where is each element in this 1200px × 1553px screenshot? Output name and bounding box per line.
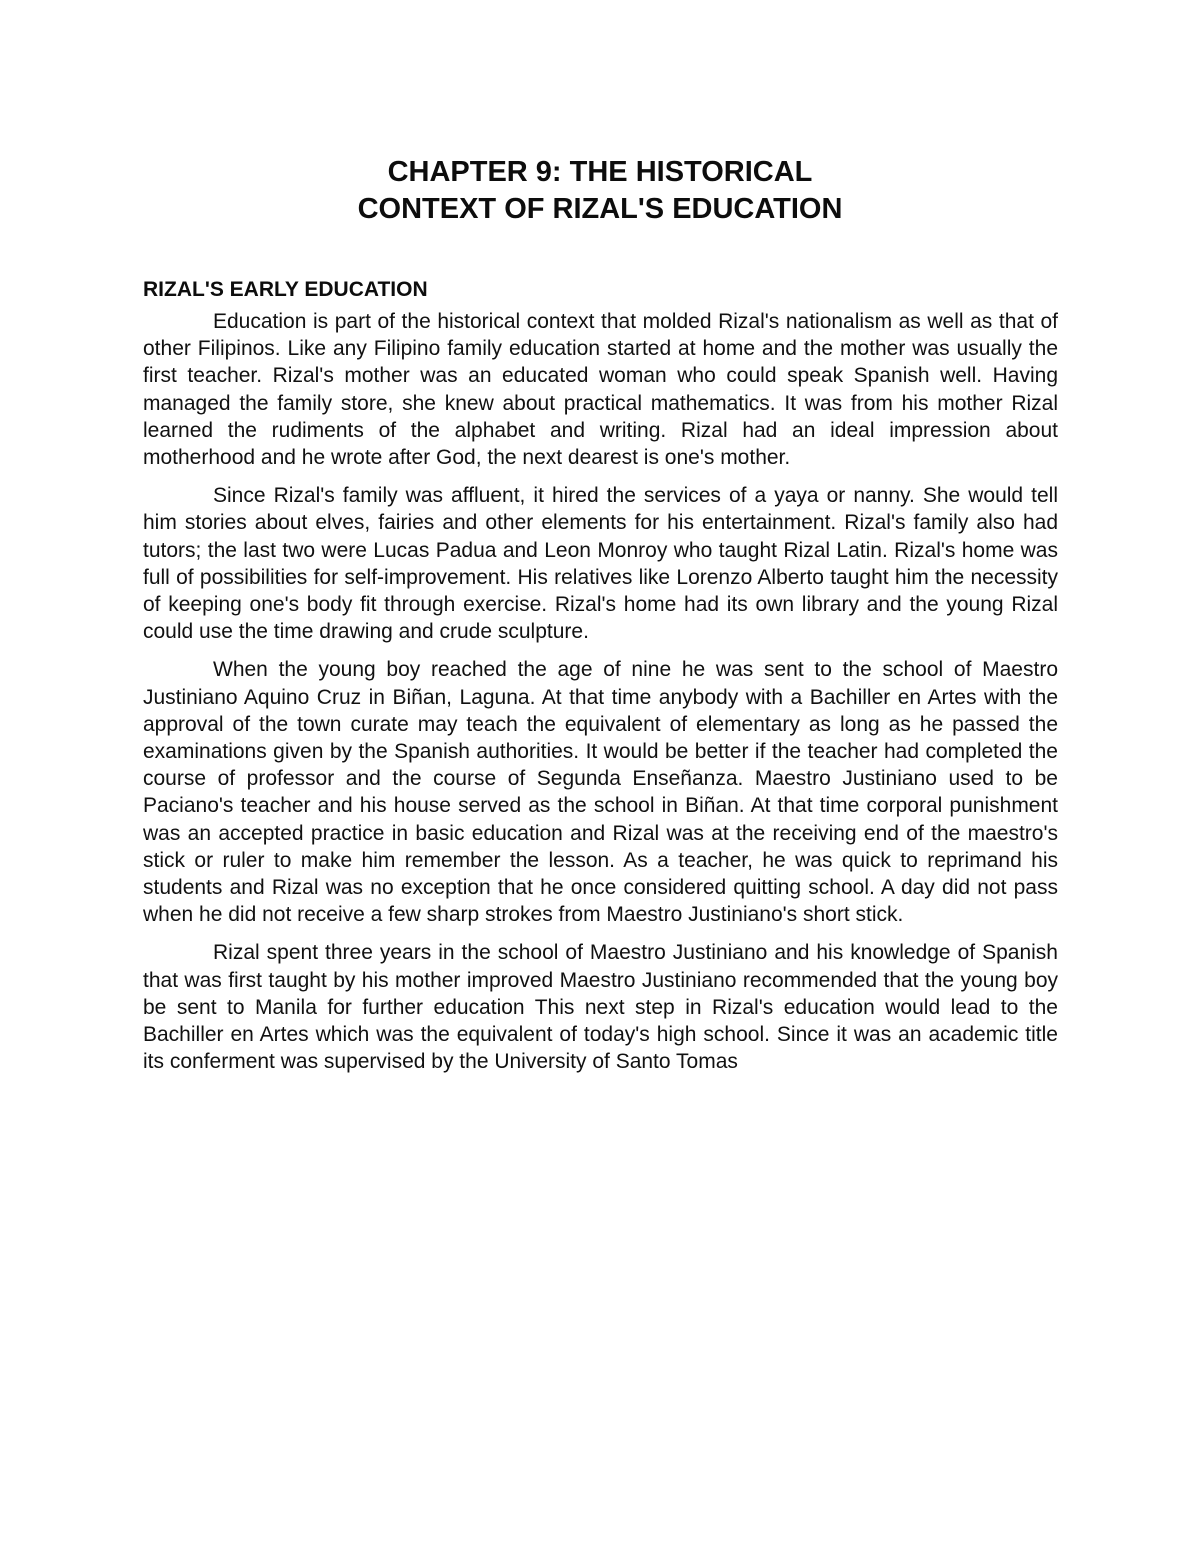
- paragraph-2: Since Rizal's family was affluent, it hired the services of a yaya or nanny. She would tell him stories about elves, fairies and other elements for his entertainment. Rizal's family also had tutors; the last two were Lucas Padua and Leon Monroy who taught Rizal Latin. Rizal's home was full of possibilities for self-improvement. His relatives like Lorenzo Alberto taught him the necessity of keeping one's body fit through exercise. Rizal's home had its own library and the young Rizal could use the time drawing and crude sculpture.: [143, 484, 1058, 644]
- paragraph-4: Rizal spent three years in the school of Maestro Justiniano and his knowledge of Spanish that was first taught by his mother improved Maestro Justiniano recommended that the young boy be sent to Manila for further education This next step in Rizal's education would lead to the Bachiller en Artes which was the equivalent of today's high school. Since it was an academic title its conferment was supervised by the University of Santo Tomas: [143, 941, 1058, 1074]
- paragraph-1: Education is part of the historical context that molded Rizal's nationalism as well as that of other Filipinos. Like any Filipino family education started at home and the mother was usually the first teacher. Rizal's mother was an educated woman who could speak Spanish well. Having managed the family store, she knew about practical mathematics. It was from his mother Rizal learned the rudiments of the alphabet and writing. Rizal had an ideal impression about motherhood and he wrote after God, the next dearest is one's mother.: [143, 310, 1058, 470]
- chapter-title-line-2: CONTEXT OF RIZAL'S EDUCATION: [357, 193, 843, 225]
- document-body: [143, 276, 1058, 1086]
- chapter-title-line-1: CHAPTER 9: THE HISTORICAL: [387, 156, 813, 188]
- section-heading: RIZAL'S EARLY EDUCATION: [143, 278, 428, 301]
- chapter-title: [0, 154, 1200, 228]
- paragraph-3: When the young boy reached the age of nine he was sent to the school of Maestro Justiniano Aquino Cruz in Biñan, Laguna. At that time anybody with a Bachiller en Artes with the approval of the town curate may teach the equivalent of elementary as long as he passed the examinations given by the Spanish authorities. It would be better if the teacher had completed the course of professor and the course of Segunda Enseñanza. Maestro Justiniano used to be Paciano's teacher and his house served as the school in Biñan. At that time corporal punishment was an accepted practice in basic education and Rizal was at the receiving end of the maestro's stick or ruler to make him remember the lesson. As a teacher, he was quick to reprimand his students and Rizal was no exception that he once considered quitting school. A day did not pass when he did not receive a few sharp strokes from Maestro Justiniano's short stick.: [143, 658, 1058, 927]
